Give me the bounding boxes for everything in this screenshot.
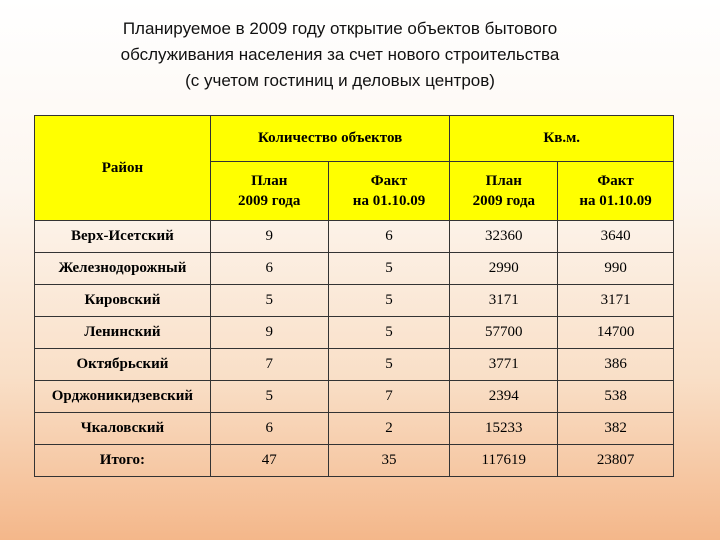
count-plan-cell: 47 [210, 445, 328, 477]
area-fact-cell: 3640 [558, 221, 674, 253]
area-fact-cell: 3171 [558, 285, 674, 317]
header-count-fact-line2: на 01.10.09 [352, 193, 426, 209]
area-plan-cell: 3771 [450, 349, 558, 381]
header-area-plan-line2: 2009 года [472, 193, 535, 209]
count-fact-cell: 35 [328, 445, 450, 477]
count-plan-cell: 6 [210, 253, 328, 285]
area-fact-cell: 23807 [558, 445, 674, 477]
count-fact-cell: 5 [328, 253, 450, 285]
header-row-groups [35, 116, 674, 162]
area-fact-cell: 538 [558, 381, 674, 413]
title-line-2: обслуживания населения за счет нового строительства [120, 45, 560, 64]
count-fact-cell: 5 [328, 285, 450, 317]
slide-title [0, 16, 680, 94]
district-name: Чкаловский [35, 413, 211, 445]
count-fact-cell: 2 [328, 413, 450, 445]
area-plan-cell: 2990 [450, 253, 558, 285]
district-table [34, 115, 674, 477]
title-line-1: Планируемое в 2009 году открытие объектов бытового [122, 19, 558, 38]
count-fact-cell: 6 [328, 221, 450, 253]
header-count-plan-line1: План [251, 173, 288, 189]
header-count-plan-line2: 2009 года [238, 193, 301, 209]
table-row [35, 285, 674, 317]
count-plan-cell: 5 [210, 285, 328, 317]
count-fact-cell: 5 [328, 349, 450, 381]
district-name: Кировский [35, 285, 211, 317]
header-group-area: Кв.м. [450, 116, 674, 162]
district-name: Октябрьский [35, 349, 211, 381]
table-row [35, 253, 674, 285]
area-fact-cell: 14700 [558, 317, 674, 349]
total-label: Итого: [35, 445, 211, 477]
header-count-fact-line1: Факт [370, 173, 408, 189]
header-area-plan-line1: План [485, 173, 522, 189]
area-plan-cell: 117619 [450, 445, 558, 477]
table-row [35, 349, 674, 381]
count-plan-cell: 5 [210, 381, 328, 413]
table-row [35, 413, 674, 445]
area-plan-cell: 15233 [450, 413, 558, 445]
count-plan-cell: 7 [210, 349, 328, 381]
area-fact-cell: 990 [558, 253, 674, 285]
table-row-total [35, 445, 674, 477]
header-area-plan [450, 162, 558, 221]
area-fact-cell: 382 [558, 413, 674, 445]
area-plan-cell: 3171 [450, 285, 558, 317]
header-area-fact [558, 162, 674, 221]
district-name: Ленинский [35, 317, 211, 349]
table-row [35, 317, 674, 349]
area-fact-cell: 386 [558, 349, 674, 381]
header-district: Район [35, 116, 211, 221]
header-count-fact [328, 162, 450, 221]
header-count-plan [210, 162, 328, 221]
table-row [35, 221, 674, 253]
count-plan-cell: 6 [210, 413, 328, 445]
count-plan-cell: 9 [210, 221, 328, 253]
district-name: Орджоникидзевский [35, 381, 211, 413]
table-row [35, 381, 674, 413]
district-name: Верх-Исетский [35, 221, 211, 253]
area-plan-cell: 2394 [450, 381, 558, 413]
district-name: Железнодорожный [35, 253, 211, 285]
count-fact-cell: 7 [328, 381, 450, 413]
area-plan-cell: 32360 [450, 221, 558, 253]
header-area-fact-line2: на 01.10.09 [579, 193, 652, 209]
count-plan-cell: 9 [210, 317, 328, 349]
count-fact-cell: 5 [328, 317, 450, 349]
title-line-3: (с учетом гостиниц и деловых центров) [185, 71, 495, 90]
area-plan-cell: 57700 [450, 317, 558, 349]
header-area-fact-line1: Факт [597, 173, 634, 189]
header-group-count: Количество объектов [210, 116, 450, 162]
